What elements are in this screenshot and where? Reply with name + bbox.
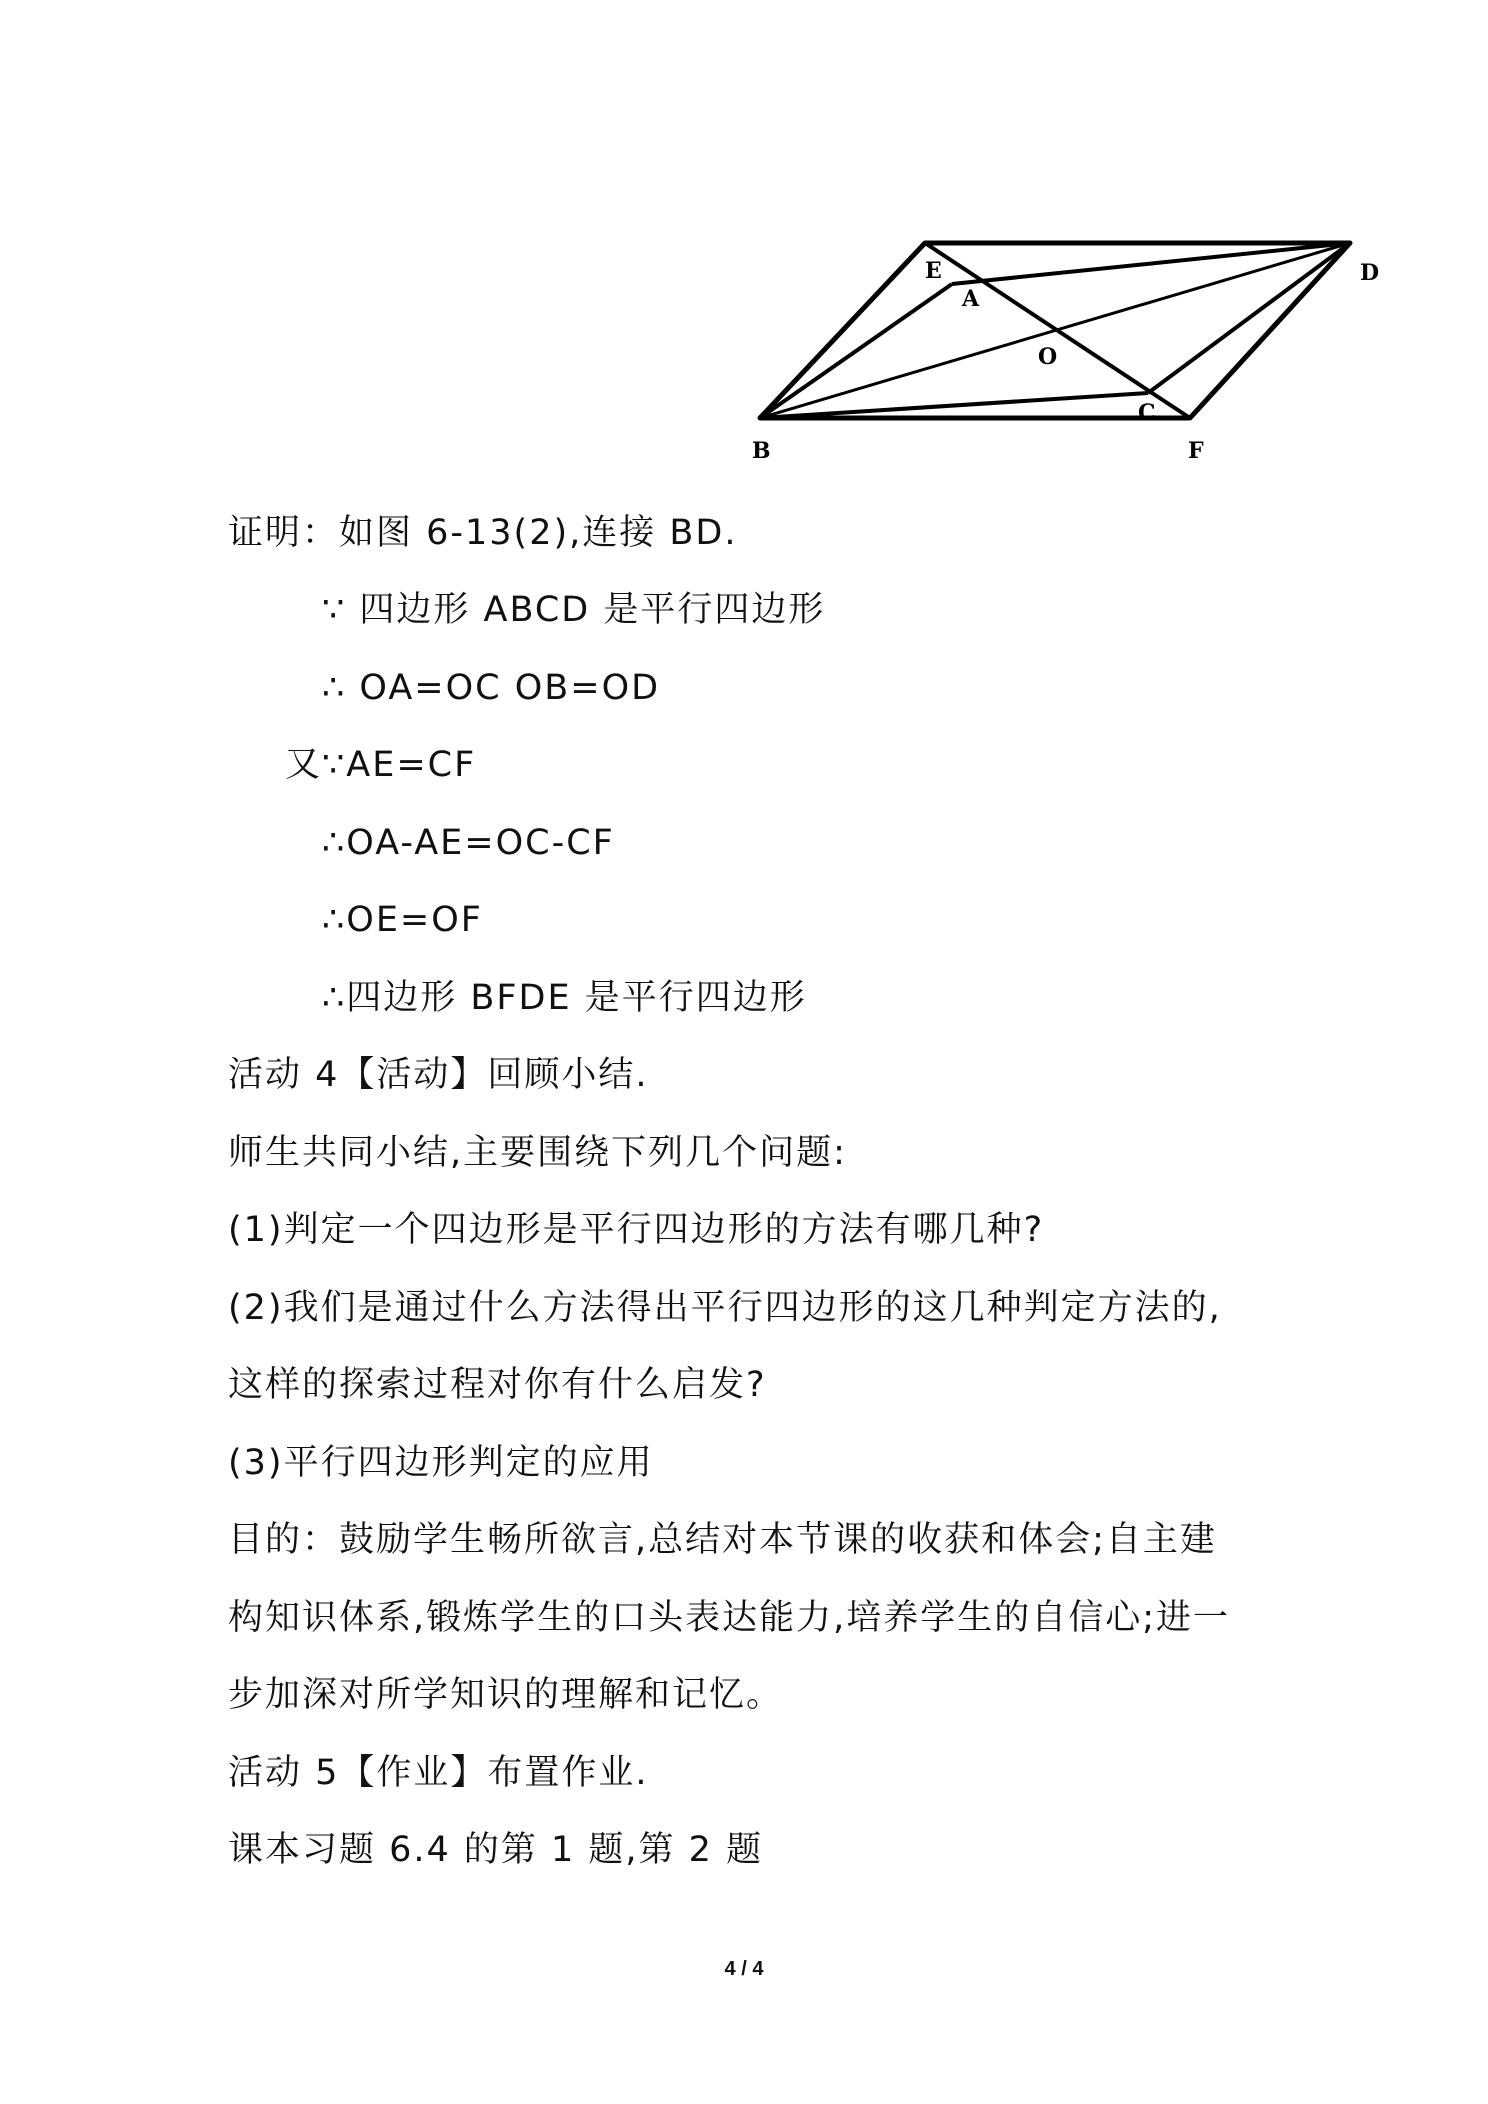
homework-text: 课本习题 6.4 的第 1 题,第 2 题 [228, 1830, 764, 1870]
activity-4-intro: 师生共同小结,主要围绕下列几个问题: [228, 1133, 847, 1173]
proof-therefore-3: ∴OE=OF [322, 900, 483, 940]
label-f: F [1188, 438, 1204, 464]
label-a: A [962, 286, 980, 312]
activity-5-title: 活动 5【作业】布置作业. [228, 1753, 649, 1793]
proof-also-because: 又∵AE=CF [285, 745, 477, 785]
question-2-line-2: 这样的探索过程对你有什么启发? [228, 1365, 767, 1405]
diagonal-bd [760, 243, 1350, 418]
purpose-line-3: 步加深对所学知识的理解和记忆。 [228, 1675, 784, 1715]
label-c: C [1138, 400, 1156, 426]
purpose-line-1: 目的：鼓励学生畅所欲言,总结对本节课的收获和体会;自主建 [228, 1520, 1217, 1560]
proof-intro: 证明：如图 6-13(2),连接 BD. [228, 513, 738, 553]
page-number: 4 / 4 [724, 1958, 764, 1980]
segment-dc [1148, 243, 1350, 393]
proof-therefore-1: ∴ OA=OC OB=OD [322, 668, 661, 708]
segment-ad [952, 243, 1350, 284]
proof-therefore-4: ∴四边形 BFDE 是平行四边形 [322, 978, 807, 1018]
segment-ba [760, 284, 952, 418]
activity-4-title: 活动 4【活动】回顾小结. [228, 1055, 649, 1095]
proof-therefore-2: ∴OA-AE=OC-CF [322, 823, 615, 863]
label-e: E [925, 258, 942, 284]
label-b: B [752, 438, 771, 464]
purpose-line-2: 构知识体系,锻炼学生的口头表达能力,培养学生的自信心;进一 [228, 1598, 1231, 1638]
question-3: (3)平行四边形判定的应用 [228, 1443, 654, 1483]
label-d: D [1360, 260, 1380, 286]
parallelogram-diagram [740, 228, 1390, 478]
proof-because-1: ∵ 四边形 ABCD 是平行四边形 [322, 590, 826, 630]
label-o: O [1038, 344, 1058, 370]
parallelogram-figure [740, 228, 1390, 478]
question-1: (1)判定一个四边形是平行四边形的方法有哪几种? [228, 1210, 1045, 1250]
segment-cb [760, 393, 1148, 418]
question-2-line-1: (2)我们是通过什么方法得出平行四边形的这几种判定方法的, [228, 1288, 1222, 1328]
